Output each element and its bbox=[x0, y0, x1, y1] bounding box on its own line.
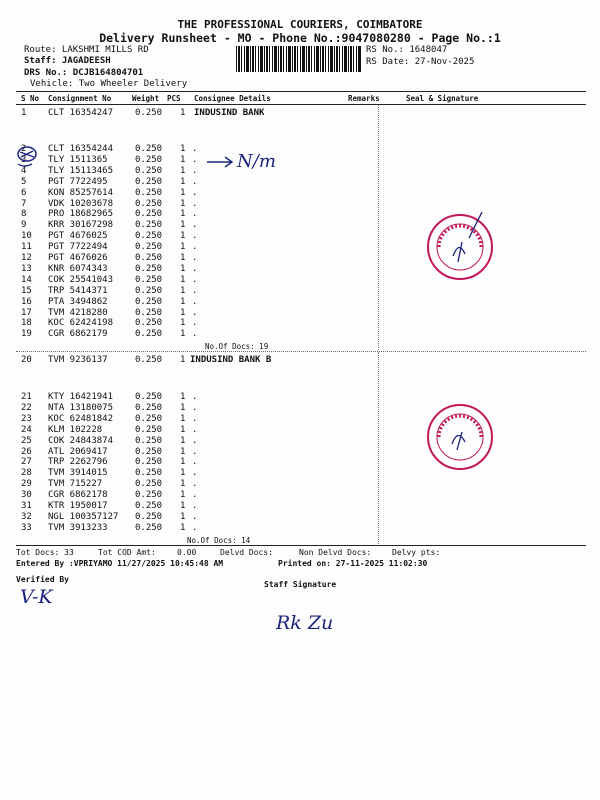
row-weight: 0.250 bbox=[135, 187, 163, 198]
row-pcs: 1 bbox=[180, 424, 186, 435]
row-pcs: 1 bbox=[180, 457, 186, 468]
company-name: THE PROFESSIONAL COURIERS, COIMBATORE bbox=[177, 18, 423, 31]
row-consignment: NTA 13180075 bbox=[48, 402, 114, 413]
row-consignee: INDUSIND BANK B bbox=[190, 355, 272, 365]
row-dot: . bbox=[192, 274, 198, 285]
row-consignment: TRP 2262796 bbox=[48, 457, 108, 468]
row-consignment: CLT 16354247 bbox=[48, 108, 114, 118]
row-dot: . bbox=[192, 296, 198, 307]
row-consignment: KON 85257614 bbox=[48, 187, 114, 198]
row-sno: 21 bbox=[21, 392, 32, 402]
row-dot: . bbox=[192, 402, 198, 413]
row-pcs: 1 bbox=[180, 479, 186, 490]
row-dot: . bbox=[192, 457, 198, 468]
rs-date: RS Date: 27-Nov-2025 bbox=[366, 57, 475, 67]
row-weight: 0.250 bbox=[135, 198, 163, 209]
row-weight: 0.250 bbox=[135, 355, 163, 365]
row-dot: . bbox=[192, 307, 198, 318]
row-dot: . bbox=[192, 511, 198, 522]
runsheet-title: Delivery Runsheet - MO - Phone No.:9047080280 - Page No.:1 bbox=[99, 31, 501, 45]
row-sno: 14 bbox=[21, 274, 32, 285]
row-dot: . bbox=[192, 479, 198, 490]
row-sno: 22 bbox=[21, 402, 32, 413]
row-sno: 31 bbox=[21, 501, 32, 511]
row-weight: 0.250 bbox=[135, 468, 163, 479]
row-dot: . bbox=[192, 144, 198, 154]
row-weight: 0.250 bbox=[135, 424, 163, 435]
col-consignment: Consignment No bbox=[48, 94, 112, 103]
row-pcs: 1 bbox=[180, 165, 186, 176]
row-sno: 16 bbox=[21, 296, 32, 307]
row-dot: . bbox=[192, 253, 198, 263]
row-dot: . bbox=[192, 446, 198, 457]
row-weight: 0.250 bbox=[135, 231, 163, 242]
row-pcs: 1 bbox=[180, 108, 186, 118]
row-consignment: KTR 1950017 bbox=[48, 501, 108, 511]
row-dot: . bbox=[192, 263, 198, 274]
row-consignment: TLY 1511365 bbox=[48, 154, 108, 165]
barcode bbox=[236, 46, 362, 72]
row-sno: 7 bbox=[21, 198, 27, 209]
row-dot: . bbox=[192, 424, 198, 435]
row-sno: 29 bbox=[21, 479, 32, 490]
header-top-rule bbox=[16, 91, 586, 92]
row-weight: 0.250 bbox=[135, 392, 163, 402]
row-pcs: 1 bbox=[180, 296, 186, 307]
row-sno: 17 bbox=[21, 307, 32, 318]
row-pcs: 1 bbox=[180, 446, 186, 457]
row-weight: 0.250 bbox=[135, 457, 163, 468]
row-consignment: TVM 3914015 bbox=[48, 468, 108, 479]
row-sno: 4 bbox=[21, 165, 27, 176]
row-weight: 0.250 bbox=[135, 154, 163, 165]
row-dot: . bbox=[192, 468, 198, 479]
verified-by-label: Verified By bbox=[16, 575, 69, 584]
header-bottom-rule bbox=[16, 104, 586, 105]
row-weight: 0.250 bbox=[135, 253, 163, 263]
row-consignment: KNR 6074343 bbox=[48, 263, 108, 274]
row-consignment: PGT 7722494 bbox=[48, 242, 108, 253]
row-dot: . bbox=[192, 329, 198, 340]
row-sno: 24 bbox=[21, 424, 32, 435]
row-sno: 19 bbox=[21, 329, 32, 340]
handwritten-circle-mark bbox=[14, 144, 40, 180]
row-weight: 0.250 bbox=[135, 176, 163, 187]
row-weight: 0.250 bbox=[135, 446, 163, 457]
row-pcs: 1 bbox=[180, 468, 186, 479]
row-weight: 0.250 bbox=[135, 263, 163, 274]
row-consignment: PGT 7722495 bbox=[48, 176, 108, 187]
row-sno: 23 bbox=[21, 413, 32, 424]
row-dot: . bbox=[192, 413, 198, 424]
row-weight: 0.250 bbox=[135, 165, 163, 176]
row-consignment: TVM 4218280 bbox=[48, 307, 108, 318]
row-dot: . bbox=[192, 165, 198, 176]
row-weight: 0.250 bbox=[135, 435, 163, 446]
row-dot: . bbox=[192, 501, 198, 511]
column-divider bbox=[378, 352, 379, 544]
vehicle-label: Vehicle: Two Wheeler Delivery bbox=[30, 79, 188, 89]
row-consignment: PRO 18682965 bbox=[48, 209, 114, 220]
row-weight: 0.250 bbox=[135, 296, 163, 307]
row-pcs: 1 bbox=[180, 274, 186, 285]
col-consignee: Consignee Details bbox=[194, 94, 271, 103]
row-pcs: 1 bbox=[180, 435, 186, 446]
row-pcs: 1 bbox=[180, 176, 186, 187]
route-label: Route: LAKSHMI MILLS RD bbox=[24, 45, 149, 55]
row-weight: 0.250 bbox=[135, 511, 163, 522]
row-sno: 27 bbox=[21, 457, 32, 468]
row-dot: . bbox=[192, 220, 198, 231]
row-consignment: KOC 62424198 bbox=[48, 318, 114, 329]
row-weight: 0.250 bbox=[135, 522, 163, 533]
row-consignment: CGR 6862178 bbox=[48, 490, 108, 501]
row-sno: 33 bbox=[21, 522, 32, 533]
row-pcs: 1 bbox=[180, 329, 186, 340]
col-seal: Seal & Signature bbox=[406, 94, 479, 103]
row-sno: 1 bbox=[21, 108, 27, 118]
row-pcs: 1 bbox=[180, 285, 186, 296]
table-bottom-rule bbox=[16, 545, 586, 546]
col-sno: S No bbox=[21, 94, 40, 103]
row-consignment: NGL 100357127 bbox=[48, 511, 119, 522]
group1-separator bbox=[16, 351, 586, 352]
row-consignment: KTY 16421941 bbox=[48, 392, 114, 402]
row-dot: . bbox=[192, 490, 198, 501]
row-dot: . bbox=[192, 209, 198, 220]
verified-signature: V-K bbox=[20, 586, 53, 608]
row-dot: . bbox=[192, 285, 198, 296]
row-pcs: 1 bbox=[180, 220, 186, 231]
row-pcs: 1 bbox=[180, 209, 186, 220]
row-consignment: TVM 3913233 bbox=[48, 522, 108, 533]
total-docs: Tot Docs: 33 bbox=[16, 548, 74, 557]
row-weight: 0.250 bbox=[135, 209, 163, 220]
row-sno: 30 bbox=[21, 490, 32, 501]
row-pcs: 1 bbox=[180, 307, 186, 318]
row-weight: 0.250 bbox=[135, 490, 163, 501]
row-sno: 10 bbox=[21, 231, 32, 242]
row-pcs: 1 bbox=[180, 355, 186, 365]
row-weight: 0.250 bbox=[135, 413, 163, 424]
row-dot: . bbox=[192, 176, 198, 187]
row-weight: 0.250 bbox=[135, 144, 163, 154]
row-pcs: 1 bbox=[180, 511, 186, 522]
row-consignment: TLY 15113465 bbox=[48, 165, 114, 176]
row-pcs: 1 bbox=[180, 253, 186, 263]
row-sno: 8 bbox=[21, 209, 27, 220]
row-sno: 5 bbox=[21, 176, 27, 187]
staff-signature-label: Staff Signature bbox=[264, 580, 337, 589]
row-consignment: ATL 2069417 bbox=[48, 446, 108, 457]
bank-stamp-2 bbox=[425, 402, 495, 472]
row-consignment: PTA 3494862 bbox=[48, 296, 108, 307]
staff-label: Staff: JAGADEESH bbox=[24, 56, 111, 66]
row-dot: . bbox=[192, 187, 198, 198]
row-weight: 0.250 bbox=[135, 274, 163, 285]
staff-signature: Rk Zu bbox=[276, 612, 334, 634]
drs-number: DRS No.: DCJB164804701 bbox=[24, 68, 144, 78]
row-pcs: 1 bbox=[180, 144, 186, 154]
row-sno: 2 bbox=[21, 144, 27, 154]
row-sno: 12 bbox=[21, 253, 32, 263]
row-consignment: VDK 10203678 bbox=[48, 198, 114, 209]
row-dot: . bbox=[192, 154, 198, 165]
row-consignment: COK 24843874 bbox=[48, 435, 114, 446]
printed-on: Printed on: 27-11-2025 11:02:30 bbox=[278, 559, 428, 568]
row-consignment: COK 25541043 bbox=[48, 274, 114, 285]
row-consignment: TRP 5414371 bbox=[48, 285, 108, 296]
bank-stamp-1 bbox=[425, 212, 495, 282]
group1-doc-count: No.Of Docs: 19 bbox=[205, 342, 269, 351]
row-weight: 0.250 bbox=[135, 220, 163, 231]
row-pcs: 1 bbox=[180, 413, 186, 424]
row-consignment: CGR 6862179 bbox=[48, 329, 108, 340]
row-sno: 3 bbox=[21, 154, 27, 165]
row-weight: 0.250 bbox=[135, 501, 163, 511]
row-weight: 0.250 bbox=[135, 479, 163, 490]
row-sno: 11 bbox=[21, 242, 32, 253]
row-pcs: 1 bbox=[180, 198, 186, 209]
row-consignee: INDUSIND BANK bbox=[194, 108, 265, 118]
group2-doc-count: No.Of Docs: 14 bbox=[187, 536, 251, 545]
row-sno: 9 bbox=[21, 220, 27, 231]
row-sno: 6 bbox=[21, 187, 27, 198]
row-consignment: KOC 62481842 bbox=[48, 413, 114, 424]
row-sno: 25 bbox=[21, 435, 32, 446]
delivered-docs: Delvd Docs: bbox=[220, 548, 273, 557]
row-weight: 0.250 bbox=[135, 402, 163, 413]
row-pcs: 1 bbox=[180, 242, 186, 253]
row-dot: . bbox=[192, 435, 198, 446]
row-pcs: 1 bbox=[180, 154, 186, 165]
row-consignment: KLM 102228 bbox=[48, 424, 103, 435]
entered-by: Entered By :VPRIYAMO 11/27/2025 10:45:48 AM bbox=[16, 559, 224, 568]
row-dot: . bbox=[192, 198, 198, 209]
row-consignment: PGT 4676025 bbox=[48, 231, 108, 242]
non-delivered-docs: Non Delvd Docs: bbox=[299, 548, 372, 557]
row-pcs: 1 bbox=[180, 522, 186, 533]
row-sno: 15 bbox=[21, 285, 32, 296]
row-weight: 0.250 bbox=[135, 318, 163, 329]
row-dot: . bbox=[192, 392, 198, 402]
row-pcs: 1 bbox=[180, 187, 186, 198]
row-sno: 13 bbox=[21, 263, 32, 274]
col-weight: Weight bbox=[132, 94, 160, 103]
row-pcs: 1 bbox=[180, 263, 186, 274]
row-weight: 0.250 bbox=[135, 329, 163, 340]
total-cod-value: 0.00 bbox=[177, 548, 197, 557]
row-sno: 32 bbox=[21, 511, 32, 522]
row-dot: . bbox=[192, 522, 198, 533]
row-pcs: 1 bbox=[180, 490, 186, 501]
row-weight: 0.250 bbox=[135, 285, 163, 296]
row-weight: 0.250 bbox=[135, 108, 163, 118]
row-dot: . bbox=[192, 231, 198, 242]
row-dot: . bbox=[192, 242, 198, 253]
rs-number: RS No.: 1648047 bbox=[366, 45, 448, 55]
row-pcs: 1 bbox=[180, 318, 186, 329]
row-weight: 0.250 bbox=[135, 307, 163, 318]
row-sno: 18 bbox=[21, 318, 32, 329]
row-consignment: CLT 16354244 bbox=[48, 144, 114, 154]
row-sno: 20 bbox=[21, 355, 32, 365]
row-dot: . bbox=[192, 318, 198, 329]
col-remarks: Remarks bbox=[348, 94, 380, 103]
column-divider bbox=[378, 105, 379, 350]
total-cod-label: Tot COD Amt: bbox=[98, 548, 156, 557]
row-pcs: 1 bbox=[180, 231, 186, 242]
row-consignment: KRR 30167298 bbox=[48, 220, 114, 231]
row-consignment: TVM 9236137 bbox=[48, 355, 108, 365]
delivery-points: Delvy pts: bbox=[392, 548, 441, 557]
row-sno: 28 bbox=[21, 468, 32, 479]
row-consignment: PGT 4676026 bbox=[48, 253, 108, 263]
col-pcs: PCS bbox=[167, 94, 181, 103]
handwritten-nm-note: N/m bbox=[237, 151, 276, 172]
row-pcs: 1 bbox=[180, 402, 186, 413]
row-sno: 26 bbox=[21, 446, 32, 457]
row-pcs: 1 bbox=[180, 501, 186, 511]
row-weight: 0.250 bbox=[135, 242, 163, 253]
row-consignment: TVM 715227 bbox=[48, 479, 103, 490]
row-pcs: 1 bbox=[180, 392, 186, 402]
